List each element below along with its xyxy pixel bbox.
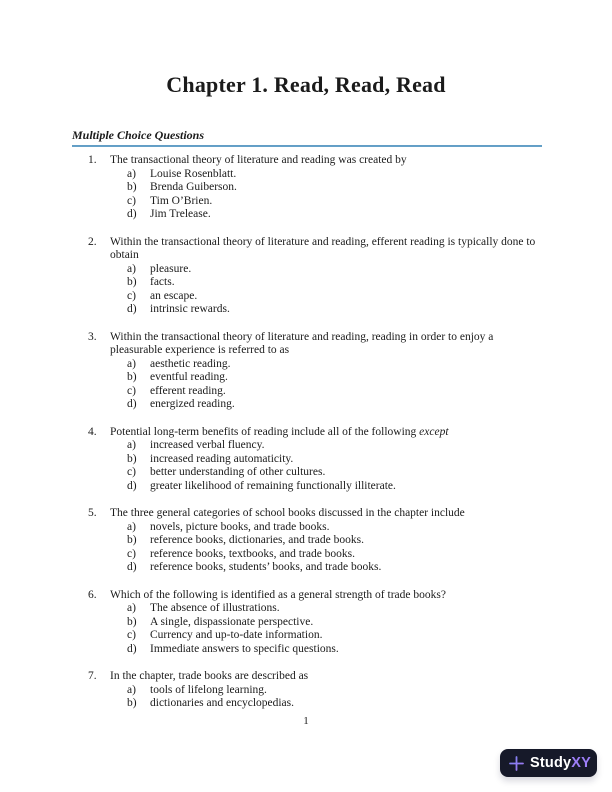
option-text: novels, picture books, and trade books. <box>150 520 330 533</box>
option-label: c) <box>127 384 136 397</box>
option-text: facts. <box>150 276 175 288</box>
question-6 <box>88 589 548 657</box>
question-number: 5. <box>88 507 97 519</box>
logo-text-xy: XY <box>571 755 592 771</box>
section-heading: Multiple Choice Questions <box>72 128 205 142</box>
option-label: c) <box>127 629 136 641</box>
page-number: 1 <box>303 715 309 727</box>
question-number: 6. <box>88 588 97 601</box>
logo-text <box>530 755 591 771</box>
option-a <box>110 358 548 372</box>
option-text: Jim Trelease. <box>150 208 211 220</box>
question-text-main: Within the transactional theory of literature and reading, efferent reading is typically done to obtain <box>110 235 536 261</box>
option-text: tools of lifelong learning. <box>150 683 267 696</box>
option-a <box>110 684 548 698</box>
option-text: intrinsic rewards. <box>150 303 230 315</box>
option-c <box>110 629 548 643</box>
option-b <box>110 453 548 467</box>
option-a <box>110 521 548 535</box>
option-label: c) <box>127 289 136 302</box>
question-text <box>110 670 308 682</box>
logo-text-study: Study <box>530 755 572 771</box>
option-label: b) <box>127 534 137 546</box>
option-label: d) <box>127 642 137 655</box>
option-d <box>110 643 548 657</box>
option-text: an escape. <box>150 289 198 302</box>
option-text: Brenda Guiberson. <box>150 181 237 193</box>
option-label: b) <box>127 276 137 288</box>
option-d <box>110 398 548 412</box>
question-text <box>110 236 535 262</box>
option-text: dictionaries and encyclopedias. <box>150 697 295 709</box>
question-5 <box>88 507 548 575</box>
option-text: Tim O’Brien. <box>150 194 213 207</box>
question-text <box>110 507 465 519</box>
option-text: efferent reading. <box>150 384 226 397</box>
option-text: Currency and up-to-date information. <box>150 629 323 641</box>
option-text: Louise Rosenblatt. <box>150 167 237 180</box>
option-label: b) <box>127 181 137 193</box>
question-number: 4. <box>88 425 97 438</box>
question-number: 3. <box>88 330 97 343</box>
option-text: energized reading. <box>150 398 235 410</box>
option-b <box>110 371 548 385</box>
option-a <box>110 263 548 277</box>
option-b <box>110 697 548 711</box>
option-text: increased reading automaticity. <box>150 452 294 465</box>
question-4 <box>88 426 548 494</box>
option-d <box>110 208 548 222</box>
option-label: a) <box>127 602 136 614</box>
page-title: Chapter 1. Read, Read, Read <box>166 72 446 97</box>
option-text: The absence of illustrations. <box>150 602 280 614</box>
option-label: b) <box>127 615 137 628</box>
option-label: c) <box>127 466 136 478</box>
question-3 <box>88 331 548 412</box>
option-b <box>110 616 548 630</box>
question-list <box>88 154 548 711</box>
question-text <box>110 589 446 601</box>
option-b <box>110 181 548 195</box>
option-label: b) <box>127 452 137 465</box>
option-label: a) <box>127 167 136 180</box>
option-label: a) <box>127 262 136 275</box>
question-text-main: The transactional theory of literature and reading was created by <box>110 154 407 166</box>
option-label: a) <box>127 520 136 533</box>
option-c <box>110 548 548 562</box>
option-c <box>110 385 548 399</box>
question-text-main: The three general categories of school books discussed in the chapter include <box>110 507 465 519</box>
question-text-main: In the chapter, trade books are described as <box>110 670 309 682</box>
option-text: Immediate answers to specific questions. <box>150 642 339 655</box>
option-label: b) <box>127 697 137 709</box>
option-label: d) <box>127 303 137 315</box>
option-label: b) <box>127 371 137 383</box>
option-d <box>110 303 548 317</box>
question-number: 7. <box>88 670 97 682</box>
option-c <box>110 466 548 480</box>
option-text: eventful reading. <box>150 371 228 383</box>
option-d <box>110 561 548 575</box>
option-b <box>110 534 548 548</box>
option-label: c) <box>127 547 136 560</box>
option-c <box>110 290 548 304</box>
question-number: 2. <box>88 235 97 248</box>
question-1 <box>88 154 548 222</box>
option-text: pleasure. <box>150 262 192 275</box>
option-label: d) <box>127 479 137 492</box>
question-text <box>110 426 449 438</box>
option-text: aesthetic reading. <box>150 357 231 370</box>
option-label: a) <box>127 683 136 696</box>
option-label: a) <box>127 439 136 451</box>
question-7 <box>88 670 548 711</box>
question-text-main: Within the transactional theory of literature and reading, reading in order to enjoy a pleasurable experience is referred to as <box>110 330 494 356</box>
option-text: reference books, textbooks, and trade books. <box>150 547 356 560</box>
question-2 <box>88 236 548 317</box>
option-text: greater likelihood of remaining functionally illiterate. <box>150 479 396 492</box>
option-text: reference books, dictionaries, and trade books. <box>150 534 364 546</box>
option-label: a) <box>127 357 136 370</box>
question-text <box>110 154 407 166</box>
option-c <box>110 195 548 209</box>
option-label: c) <box>127 194 136 207</box>
plus-icon <box>508 755 525 772</box>
question-text-italic: except <box>419 425 449 438</box>
question-text <box>110 331 493 357</box>
option-a <box>110 602 548 616</box>
question-text-main: Which of the following is identified as a general strength of trade books? <box>110 588 446 601</box>
option-text: increased verbal fluency. <box>150 439 265 451</box>
option-d <box>110 480 548 494</box>
option-label: d) <box>127 561 137 573</box>
question-number: 1. <box>88 154 97 166</box>
option-a <box>110 168 548 182</box>
option-label: d) <box>127 208 137 220</box>
option-text: better understanding of other cultures. <box>150 466 326 478</box>
option-b <box>110 276 548 290</box>
option-a <box>110 439 548 453</box>
studyxy-logo-badge <box>500 749 597 777</box>
option-label: d) <box>127 398 137 410</box>
option-text: A single, dispassionate perspective. <box>150 615 314 628</box>
question-text-main: Potential long-term benefits of reading include all of the following <box>110 425 420 438</box>
option-text: reference books, students’ books, and trade books. <box>150 561 382 573</box>
